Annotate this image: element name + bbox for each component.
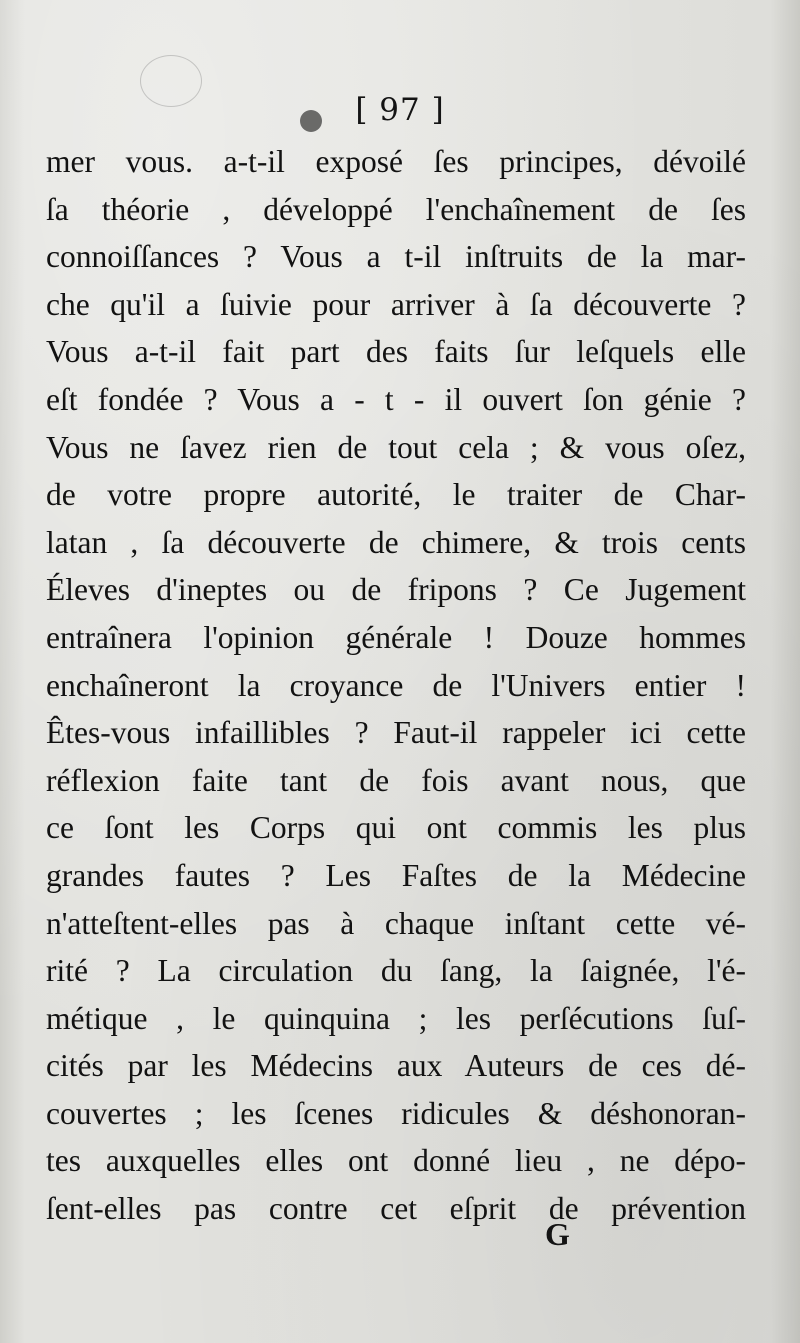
text-line: entraînera l'opinion générale ! Douze hommes bbox=[46, 619, 746, 655]
text-line: n'atteſtent-elles pas à chaque inſtant cette vé- bbox=[46, 905, 746, 941]
text-line: réflexion faite tant de fois avant nous, que bbox=[46, 762, 746, 798]
signature-mark: G bbox=[545, 1216, 570, 1252]
text-line: ſent-elles pas contre cet eſprit de prévention bbox=[46, 1191, 746, 1227]
text-line: de votre propre autorité, le traiter de Char- bbox=[46, 477, 746, 513]
text-line: ce ſont les Corps qui ont commis les plus bbox=[46, 810, 746, 846]
text-line: enchaîneront la croyance de l'Univers entier ! bbox=[46, 667, 746, 703]
text-line: tes auxquelles elles ont donné lieu , ne dépo- bbox=[46, 1143, 746, 1179]
text-line: che qu'il a ſuivie pour arriver à ſa découverte ? bbox=[46, 286, 746, 322]
text-line: cités par les Médecins aux Auteurs de ces dé- bbox=[46, 1048, 746, 1084]
text-line: connoiſſances ? Vous a t-il inſtruits de la mar- bbox=[46, 239, 746, 275]
text-line: Vous a-t-il fait part des faits ſur leſquels elle bbox=[46, 334, 746, 370]
text-line: ſa théorie , développé l'enchaînement de ſes bbox=[46, 191, 746, 227]
body-text bbox=[46, 138, 746, 1233]
text-line: mer vous. a-t-il exposé ſes principes, dévoilé bbox=[46, 144, 746, 179]
text-line: grandes fautes ? Les Faſtes de la Médecine bbox=[46, 857, 746, 893]
text-line: Éleves d'ineptes ou de fripons ? Ce Jugement bbox=[46, 572, 746, 608]
text-line: Vous ne ſavez rien de tout cela ; & vous oſez, bbox=[46, 429, 746, 465]
text-line: Êtes-vous infaillibles ? Faut-il rappeler ici cette bbox=[46, 715, 746, 751]
text-line: rité ? La circulation du ſang, la ſaignée, l'é- bbox=[46, 953, 746, 989]
text-line: couvertes ; les ſcenes ridicules & déshonoran- bbox=[46, 1095, 746, 1131]
page-number: [ 97 ] bbox=[355, 92, 445, 128]
text-line: eſt fondée ? Vous a - t - il ouvert ſon génie ? bbox=[46, 381, 746, 417]
text-line: métique , le quinquina ; les perſécutions ſuſ- bbox=[46, 1000, 746, 1036]
text-line: latan , ſa découverte de chimere, & trois cents bbox=[46, 524, 746, 560]
